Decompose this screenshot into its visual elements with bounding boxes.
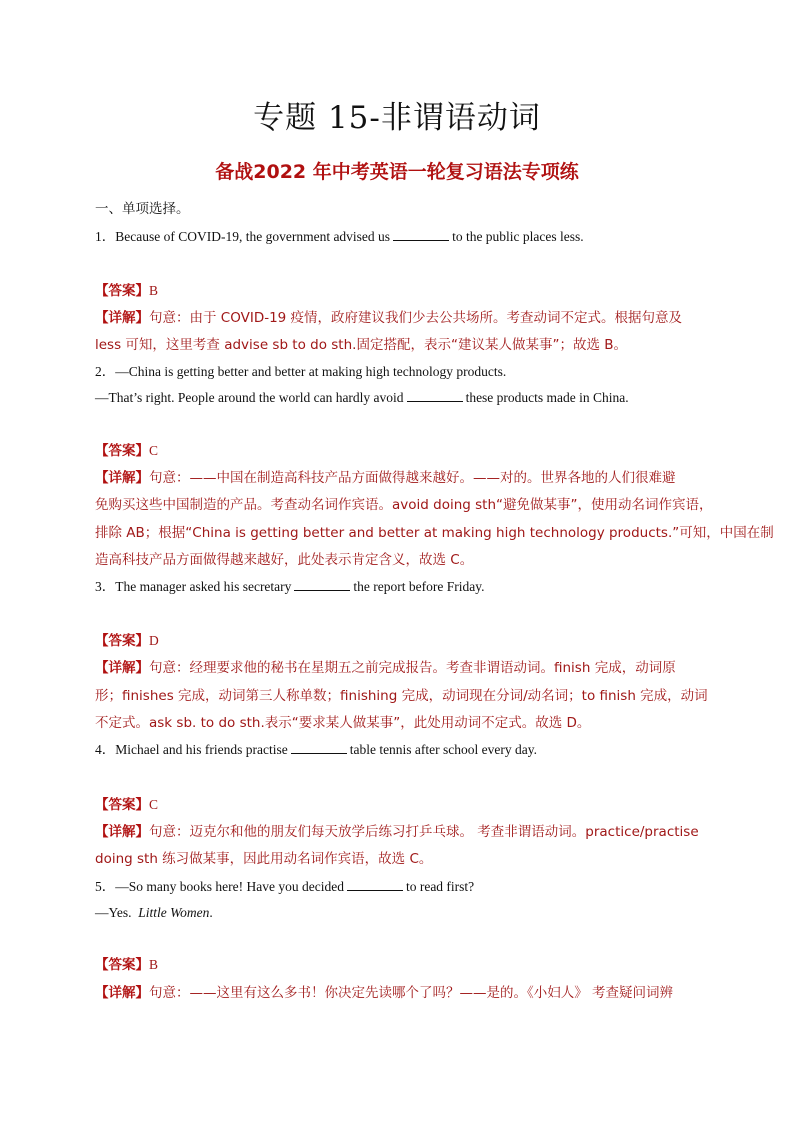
reply-text: —Yes. bbox=[95, 905, 132, 920]
answer-value: B bbox=[149, 283, 159, 298]
question-2-detail-line: 免购买这些中国制造的产品。考查动名词作宾语。avoid doing sth“避免做某事”，使用动名词作宾语， bbox=[95, 497, 713, 513]
book-title: Little Women bbox=[138, 905, 210, 920]
answer-label: 【答案】 bbox=[95, 443, 149, 459]
question-3-detail-line bbox=[95, 658, 700, 678]
question-stem-text: these products made in China. bbox=[465, 390, 629, 405]
question-stem-text: 5．—So many books here! Have you decided bbox=[95, 879, 344, 894]
question-stem-text: to the public places less. bbox=[452, 229, 584, 244]
answer-blank bbox=[407, 388, 463, 402]
answer-label: 【答案】 bbox=[95, 957, 149, 973]
question-1-detail-line: less 可知，这里考查 advise sb to do sth.固定搭配，表示“建议某人做某事”；故选 B。 bbox=[95, 337, 627, 353]
answer-value: C bbox=[149, 443, 159, 458]
page-subtitle: 备战2022 年中考英语一轮复习语法专项练 bbox=[215, 161, 579, 183]
detail-label: 【详解】 bbox=[95, 824, 149, 840]
question-2-detail-line: 造高科技产品方面做得越来越好，此处表示肯定含义，故选 C。 bbox=[95, 552, 474, 568]
detail-text: 句意：由于 COVID-19 疫情，政府建议我们少去公共场所。考查动词不定式。根据句意及 bbox=[149, 310, 683, 326]
detail-label: 【详解】 bbox=[95, 660, 149, 676]
question-2-line: 2．—China is getting better and better at making high technology products. bbox=[95, 364, 507, 379]
question-3-stem bbox=[95, 577, 700, 597]
question-2-stem bbox=[95, 388, 700, 408]
detail-label: 【详解】 bbox=[95, 985, 149, 1001]
detail-text: 句意：——这里有这么多书！你决定先读哪个了吗？——是的。《小妇人》 考查疑问词辨 bbox=[149, 985, 674, 1001]
question-stem-text: the report before Friday. bbox=[353, 579, 485, 594]
question-2-answer bbox=[95, 441, 700, 461]
question-1-answer bbox=[95, 281, 700, 301]
question-stem-text: to read first? bbox=[405, 879, 475, 894]
answer-value: B bbox=[149, 957, 159, 972]
question-2-detail-line bbox=[95, 468, 700, 488]
answer-blank bbox=[393, 227, 449, 241]
question-5-detail-line bbox=[95, 983, 700, 1003]
answer-label: 【答案】 bbox=[95, 283, 149, 299]
question-5-reply bbox=[95, 903, 700, 923]
section-heading: 一、单项选择。 bbox=[95, 201, 190, 217]
question-5-answer bbox=[95, 955, 700, 975]
question-stem-text: —That’s right. People around the world can hardly avoid bbox=[95, 390, 404, 405]
question-1-detail-line bbox=[95, 308, 700, 328]
answer-label: 【答案】 bbox=[95, 797, 149, 813]
question-1-stem bbox=[95, 227, 700, 247]
question-4-answer bbox=[95, 795, 700, 815]
answer-value: D bbox=[149, 633, 159, 648]
question-4-detail-line bbox=[95, 822, 700, 842]
question-4-detail-line: doing sth 练习做某事，因此用动名词作宾语，故选 C。 bbox=[95, 851, 433, 867]
question-stem-text: 1．Because of COVID-19, the government advised us bbox=[95, 229, 391, 244]
question-5-stem bbox=[95, 877, 700, 897]
page-title: 专题 15-非谓语动词 bbox=[253, 100, 541, 136]
question-2-detail-line: 排除 AB；根据“China is getting better and better at making high technology products.”可知，中国在制 bbox=[95, 525, 774, 541]
detail-label: 【详解】 bbox=[95, 470, 149, 486]
question-stem-text: table tennis after school every day. bbox=[349, 742, 538, 757]
answer-blank bbox=[294, 577, 350, 591]
answer-label: 【答案】 bbox=[95, 633, 149, 649]
detail-text: 句意：经理要求他的秘书在星期五之前完成报告。考查非谓语动词。finish 完成，动词原 bbox=[149, 660, 676, 676]
question-3-detail-line: 形；finishes 完成，动词第三人称单数；finishing 完成，动词现在分词/动名词；to finish 完成，动词 bbox=[95, 688, 708, 704]
question-3-answer bbox=[95, 631, 700, 651]
question-stem-text: 3．The manager asked his secretary bbox=[95, 579, 292, 594]
question-stem-text: 4．Michael and his friends practise bbox=[95, 742, 288, 757]
detail-label: 【详解】 bbox=[95, 310, 149, 326]
question-4-stem bbox=[95, 740, 700, 760]
answer-blank bbox=[291, 740, 347, 754]
answer-value: C bbox=[149, 797, 159, 812]
detail-text: 句意：迈克尔和他的朋友们每天放学后练习打乒乓球。 考查非谓语动词。practice/practise bbox=[149, 824, 699, 840]
detail-text: 句意：——中国在制造高科技产品方面做得越来越好。——对的。世界各地的人们很难避 bbox=[149, 470, 676, 486]
reply-punctuation: . bbox=[209, 905, 213, 920]
question-3-detail-line: 不定式。ask sb. to do sth.表示“要求某人做某事”，此处用动词不定式。故选 D。 bbox=[95, 715, 591, 731]
answer-blank bbox=[347, 877, 403, 891]
